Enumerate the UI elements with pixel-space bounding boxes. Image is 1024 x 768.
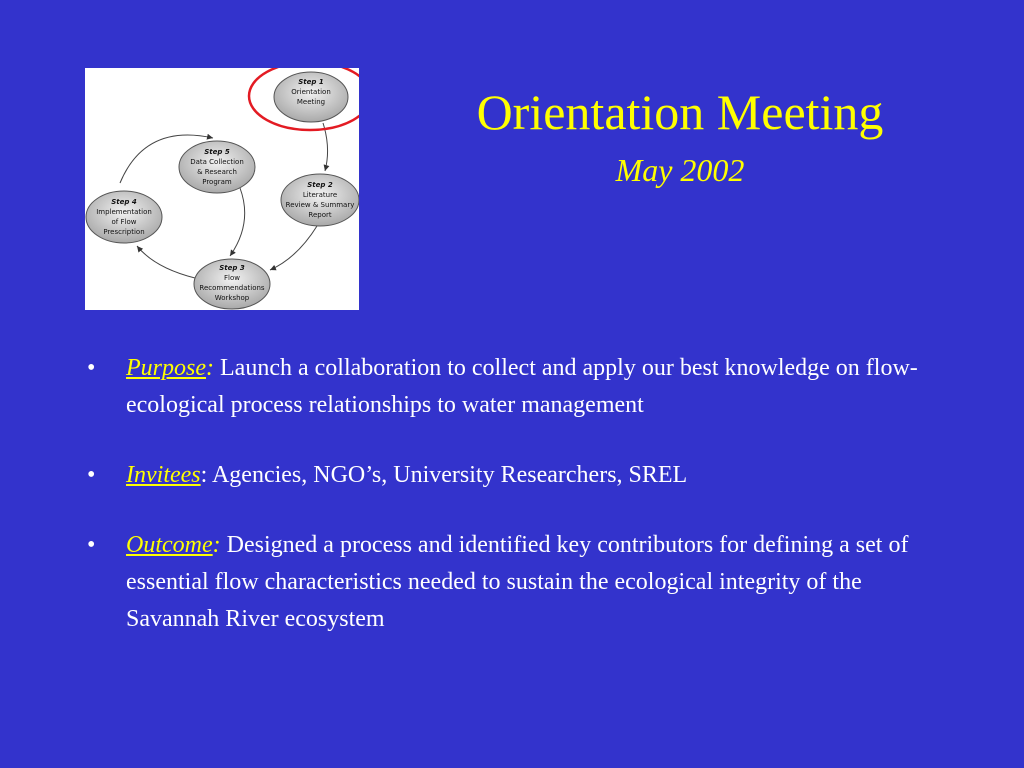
arrow-step5-to-step3 (230, 188, 245, 256)
step1-line2: Meeting (296, 98, 326, 106)
step2-line3: Report (308, 211, 332, 219)
bullet-dot: • (87, 355, 96, 381)
step4-line2: of Flow (111, 218, 137, 226)
process-cycle-diagram (85, 68, 359, 310)
bullet-list (85, 350, 945, 671)
slide-subtitle: May 2002 (615, 152, 745, 188)
step1-node (274, 72, 348, 122)
slide-title: Orientation Meeting (476, 84, 884, 140)
step2-line2: Review & Summary (285, 201, 355, 209)
outcome-label: Outcome (126, 532, 213, 558)
arrow-step3-to-step4 (137, 246, 195, 278)
step2-title: Step 2 (307, 181, 333, 189)
step1-line1: Orientation (291, 88, 331, 96)
step3-title: Step 3 (219, 264, 245, 272)
step4-title: Step 4 (111, 198, 137, 206)
purpose-text: Launch a collaboration to collect and apply our best knowledge on flow-ecological process relationships to water management (126, 355, 918, 418)
invitees-text: Agencies, NGO’s, University Researchers, SREL (207, 462, 688, 488)
purpose-label: Purpose (126, 355, 206, 381)
step4-line3: Prescription (103, 228, 145, 236)
invitees-colon: : (200, 462, 208, 488)
outcome-text: Designed a process and identified key contributors for defining a set of essential flow characteristics needed to sustain the ecological integrity of the Savannah River ecosystem (126, 532, 909, 632)
step5-title: Step 5 (204, 148, 230, 156)
step3-line1: Flow (224, 274, 240, 282)
purpose-colon: : (206, 355, 214, 381)
invitees-label: Invitees (126, 462, 201, 488)
step4-node (86, 191, 162, 243)
step5-line2: & Research (197, 168, 237, 176)
step5-node (179, 141, 255, 193)
step5-line1: Data Collection (190, 158, 244, 166)
step1-title: Step 1 (298, 78, 324, 86)
arrow-step2-to-step3 (270, 226, 317, 270)
step3-line2: Recommendations (199, 284, 265, 292)
step3-node (194, 259, 270, 309)
bullet-dot: • (87, 462, 96, 488)
cycle-diagram-svg (85, 68, 359, 310)
step2-line1: Literature (302, 191, 338, 199)
bullet-invitees (85, 457, 945, 494)
step3-line3: Workshop (214, 294, 250, 302)
outcome-colon: : (212, 532, 221, 558)
bullet-dot: • (87, 532, 96, 558)
step4-line1: Implementation (96, 208, 152, 216)
step5-line3: Program (202, 178, 232, 186)
bullet-purpose (85, 350, 945, 424)
bullet-outcome (85, 527, 945, 638)
step2-node (281, 174, 359, 226)
